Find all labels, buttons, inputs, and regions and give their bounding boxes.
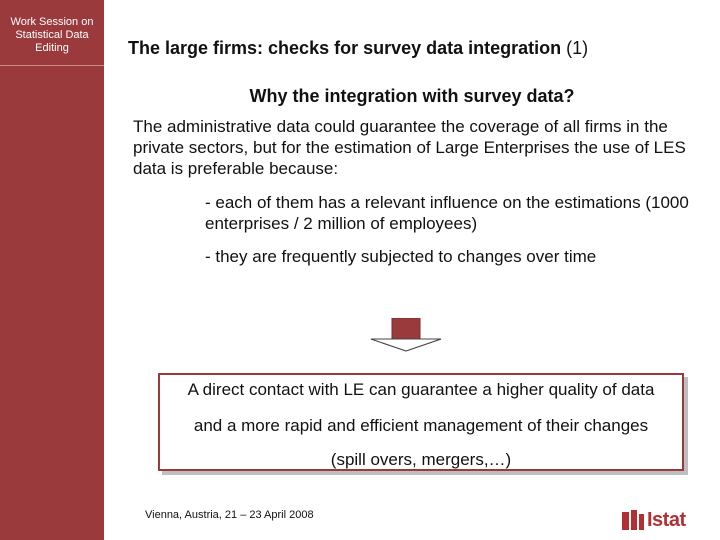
session-label (0, 0, 104, 66)
session-label-line-1: Work Session on (10, 16, 94, 28)
slide-title (128, 38, 708, 59)
logo-block-icon (631, 510, 637, 530)
logo-wordmark: Istat (647, 509, 686, 531)
istat-logo (622, 508, 702, 532)
conclusion-line-1: A direct contact with LE can guarantee a higher quality of data (187, 380, 655, 399)
bullet-item-influence: - each of them has a relevant influence on the estimations (1000 enterprises / 2 million of employees) (205, 193, 689, 233)
footer-location-date: Vienna, Austria, 21 – 23 April 2008 (145, 509, 314, 521)
down-arrow-icon (369, 318, 443, 352)
logo-block-icon (639, 514, 644, 530)
logo-block-icon (622, 512, 629, 530)
conclusion-line-3: (spill overs, mergers,…) (330, 450, 512, 469)
intro-paragraph: The administrative data could guarantee the coverage of all firms in the private sectors, but for the estimation of Large Enterprises the use of LES data is preferable because: (133, 117, 686, 178)
conclusion-line-2: and a more rapid and efficient management of their changes (193, 416, 649, 435)
slide-title-text: The large firms: checks for survey data integration (128, 38, 562, 58)
session-label-line-2: Statistical Data (15, 29, 89, 41)
slide-title-number: (1) (566, 38, 589, 58)
slide-subtitle: Why the integration with survey data? (249, 86, 575, 106)
sidebar (0, 0, 104, 540)
conclusion-box (158, 373, 684, 471)
session-label-line-3: Editing (35, 42, 69, 54)
bullet-item-changes: - they are frequently subjected to changes over time (205, 247, 597, 266)
